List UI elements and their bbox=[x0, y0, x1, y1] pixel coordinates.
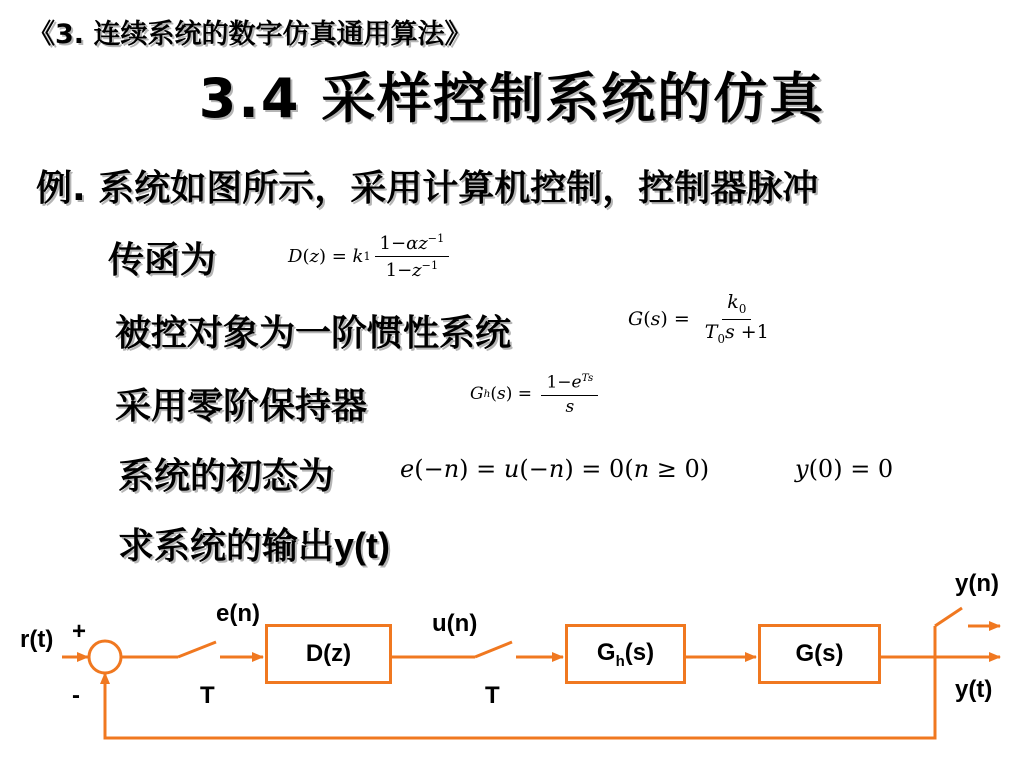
tf-label: 传函为 bbox=[108, 240, 217, 281]
output-sampler-switch bbox=[935, 608, 962, 626]
holder-equation: G h ( s ) = $\frac{1-e^{Ts}}{s}$ bbox=[470, 373, 602, 416]
minus-sign: - bbox=[72, 682, 80, 709]
sampling-period-label-1: T bbox=[200, 682, 215, 709]
plant-label: 被控对象为一阶惯性系统 bbox=[115, 313, 512, 354]
sampled-output-label: y(n) bbox=[955, 570, 999, 597]
holder-block bbox=[565, 624, 686, 684]
output-variable: y(t) bbox=[334, 525, 391, 566]
plus-sign: + bbox=[72, 618, 87, 645]
error-label: e(n) bbox=[216, 600, 260, 627]
initial-output-equation: y(0) = 0 bbox=[795, 455, 894, 483]
plant-block bbox=[758, 624, 881, 684]
summing-junction bbox=[89, 641, 121, 673]
course-title: 《3. 连续系统的数字仿真通用算法》 bbox=[28, 19, 472, 50]
sampler-switch-2 bbox=[475, 642, 512, 657]
holder-label: 采用零阶保持器 bbox=[115, 386, 368, 427]
output-label-diagram: y(t) bbox=[955, 676, 993, 703]
plant-block-label: G(s) bbox=[795, 640, 844, 667]
slide-title: 3.4 采样控制系统的仿真 bbox=[198, 67, 826, 130]
holder-block-label: $G_h(s)$ bbox=[596, 638, 655, 670]
sampling-period-label-2: T bbox=[485, 682, 500, 709]
example-prefix: 例. bbox=[36, 168, 86, 209]
sampler-switch-1 bbox=[178, 642, 216, 657]
control-label: u(n) bbox=[432, 610, 478, 637]
controller-block-label: D(z) bbox=[305, 640, 352, 667]
controller-equation: D ( z ) = k 1 $\frac{1-\alpha z^{-1}}{1-z^{-1}}$ bbox=[288, 233, 453, 280]
input-label: r(t) bbox=[20, 626, 54, 653]
example-text: 系统如图所示，采用计算机控制，控制器脉冲 bbox=[98, 168, 819, 209]
initial-label: 系统的初态为 bbox=[118, 456, 335, 497]
initial-state-equation: e(−n) = u(−n) = 0(n ≥ 0) bbox=[400, 455, 710, 483]
output-label: 求系统的输出 bbox=[118, 526, 335, 567]
plant-equation: G ( s ) = $\frac{k_0}{T_0s +1}$ bbox=[628, 291, 769, 346]
controller-block bbox=[265, 624, 392, 684]
